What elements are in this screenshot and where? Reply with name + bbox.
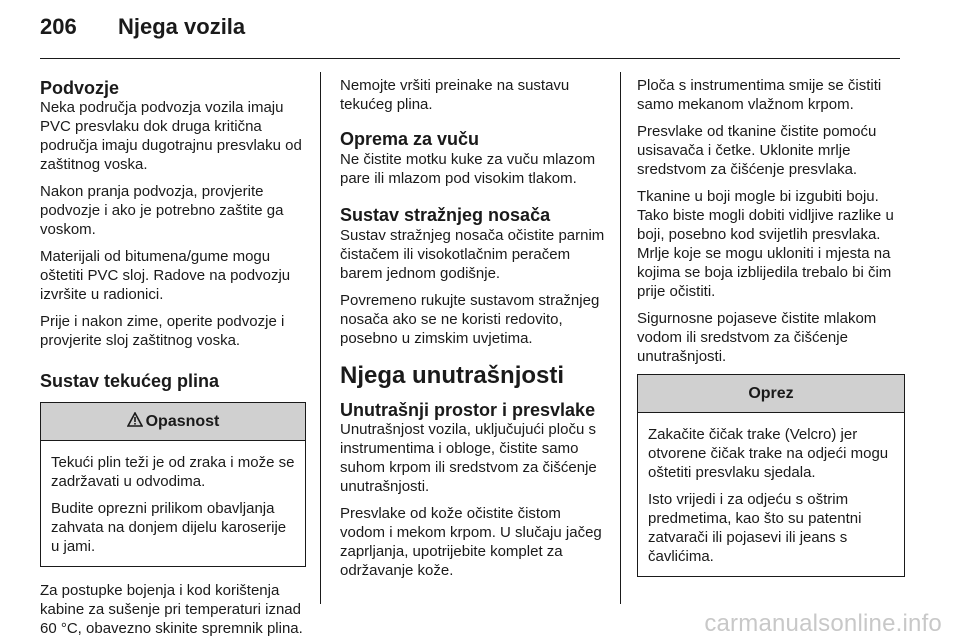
danger-box-header (41, 403, 305, 441)
warning-triangle-icon (127, 412, 143, 432)
heading-fuel-system: Sustav tekućeg plina (40, 371, 220, 391)
heading-rear-carrier: Sustav stražnjeg nosača (340, 205, 551, 225)
danger-box (40, 402, 306, 567)
paragraph: Materijali od bitumena/gume mogu oštetiti PVC sloj. Radove na podvozju izvršite u radionici. (40, 248, 291, 303)
paragraph: Zakačite čičak trake (Velcro) jer otvorene čičak trake na odjeći mogu oštetiti presvlaku sjedala. (648, 426, 889, 481)
column-divider-2 (620, 72, 621, 604)
paragraph: Neka područja podvozja vozila imaju PVC presvlaku dok druga kritična područja imaju dugotrajnu presvlaku od zaštitnog voska. (40, 99, 302, 173)
danger-box-body (41, 441, 305, 566)
page-number: 206 (40, 14, 77, 39)
column-1 (40, 76, 306, 642)
paragraph: Za postupke bojenja i kod korištenja kabine za sušenje pri temperaturi iznad 60 °C, obavezno skinite spremnik plina. (40, 582, 303, 637)
heading-podvozje: Podvozje (40, 78, 120, 98)
paragraph: Presvlake od kože očistite čistom vodom i mekom krpom. U slučaju jačeg zaprljanja, upotrijebite komplet za održavanje kože. (340, 505, 602, 579)
paragraph: Tkanine u boji mogle bi izgubiti boju. Tako biste mogli dobiti vidljive razlike u boji, posebno kod svijetlih presvlaka. Mrlje koje se mogu ukloniti i mjesta na kojima se boja izblijedila trebalo bi čim prije očistiti. (637, 188, 894, 300)
paragraph: Isto vrijedi i za odjeću s oštrim predmetima, kao što su patentni zatvarači ili pojasevi ili jeans s čavlićima. (648, 491, 862, 565)
caution-box (637, 374, 905, 577)
paragraph: Ne čistite motku kuke za vuču mlazom pare ili mlazom pod visokim tlakom. (340, 151, 596, 187)
header-divider (40, 58, 900, 59)
paragraph: Tekući plin teži je od zraka i može se zadržavati u odvodima. (51, 454, 295, 490)
heading-towing: Oprema za vuču (340, 129, 480, 149)
paragraph: Budite oprezni prilikom obavljanja zahvata na donjem dijelu karoserije u jami. (51, 500, 287, 555)
paragraph: Sigurnosne pojaseve čistite mlakom vodom ili sredstvom za čišćenje unutrašnjosti. (637, 310, 877, 365)
paragraph: Povremeno rukujte sustavom stražnjeg nosača ako se ne koristi redovito, posebno u zimskim uvjetima. (340, 292, 600, 347)
page-header (40, 14, 245, 50)
page-title: Njega vozila (118, 14, 246, 39)
heading-interior: Unutrašnji prostor i presvlake (340, 400, 596, 420)
paragraph: Nemojte vršiti preinake na sustavu tekućeg plina. (340, 77, 570, 113)
watermark: carmanualsonline.info (704, 610, 942, 637)
column-divider-1 (320, 72, 321, 604)
paragraph: Presvlake od tkanine čistite pomoću usisavača i četke. Uklonite mrlje sredstvom za čišćenje presvlaka. (637, 123, 877, 178)
paragraph: Ploča s instrumentima smije se čistiti samo mekanom vlažnom krpom. (637, 77, 882, 113)
column-2 (340, 76, 606, 588)
paragraph: Nakon pranja podvozja, provjerite podvozje i ako je potrebno zaštite ga voskom. (40, 183, 284, 238)
column-3 (637, 76, 905, 591)
paragraph: Prije i nakon zime, operite podvozje i provjerite sloj zaštitnog voska. (40, 313, 285, 349)
paragraph: Unutrašnjost vozila, uključujući ploču s instrumentima i obloge, čistite samo suhom krpom ili sredstvom za čišćenje unutrašnjosti. (340, 421, 597, 495)
heading-interior-care: Njega unutrašnjosti (340, 362, 565, 389)
paragraph: Sustav stražnjeg nosača očistite parnim čistačem ili visokotlačnim peračem barem jednom godišnje. (340, 227, 605, 282)
caution-box-header (638, 375, 904, 413)
caution-box-title: Oprez (748, 384, 794, 402)
caution-box-body (638, 413, 904, 576)
danger-box-title: Opasnost (145, 412, 220, 430)
